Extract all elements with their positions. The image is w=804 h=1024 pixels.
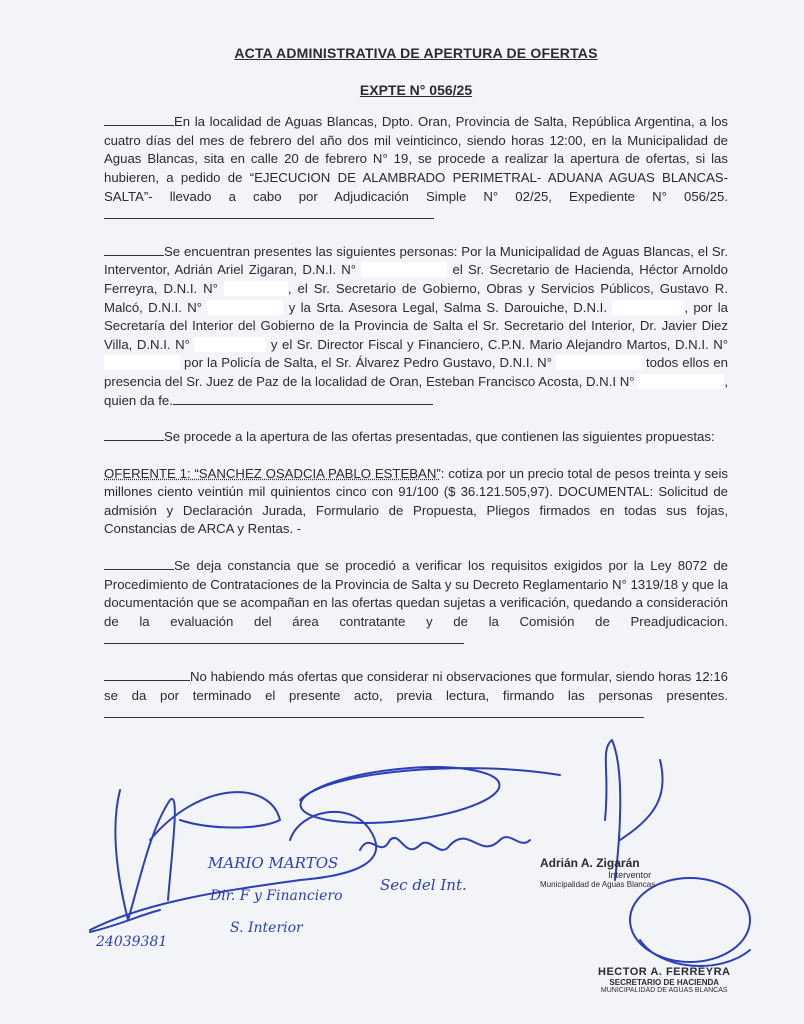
document-title: ACTA ADMINISTRATIVA DE APERTURA DE OFERTAS <box>234 45 598 61</box>
signature-loop <box>298 759 502 832</box>
paragraph-offer: OFERENTE 1: “SANCHEZ OSADCIA PABLO ESTEBAN”: cotiza por un precio total de pesos treinta y seis millones ciento veintiún mil quinientos cinco con 91/100 ($ 36.121.505,97). DOCUMENTAL: Solicitud de admisión y Declaración Jurada, Formulario de Propuesta, Pliegos firmados en todas sus fojas, Constancias de ARCA y Rentas. - <box>104 465 728 537</box>
paragraph-intro: En la localidad de Aguas Blancas, Dpto. Oran, Provincia de Salta, República Argentina, a los cuatro días del mes de febrero del año dos mil veinticinco, siendo horas 12:00, en la Municipalidad de Aguas Blancas, sita en calle 20 de febrero N° 19, se procede a realizar la apertura de ofertas, si las hubieren, a pedido de “EJECUCION DE ALAMBRADO PERIMETRAL- ADUANA AGUAS BLANCAS- SALTA”- llevado a cabo por Adjudicación Simple N° 02/25, Expediente N° 056/25. <box>104 113 728 225</box>
stamp-zigaran: Adrián A. Zigarán Interventor Municipalidad de Aguas Blancas <box>540 856 656 889</box>
handwritten-dir-fiscal: Dir. F y Financiero <box>210 888 343 904</box>
paragraph-attendees: Se encuentran presentes las siguientes personas: Por la Municipalidad de Aguas Blancas, el Sr. Interventor, Adrián Ariel Zigaran, D.N.I. N° el Sr. Secretario de Hacienda, Héctor Arnoldo Ferreyra, D.N.I. N° , el Sr. Secretario de Gobierno, Obras y Servicios Públicos, Gustavo R. Malcó, D.N.I. N° y la Srta. Asesora Legal, Salma S. Darouiche, D.N.I. , por la Secretaría del Interior del Gobierno de la Provincia de Salta el Sr. Secretario del Interior, Dr. Javier Diez Villa, D.N.I. N° y el Sr. Director Fiscal y Financiero, C.P.N. Mario Alejandro Martos, D.N.I. N° por la Policía de Salta, el Sr. Álvarez Pedro Gustavo, D.N.I. N° todos ellos en presencia del Sr. Juez de Paz de la localidad de Oran, Esteban Francisco Acosta, D.N.I N° , quien da fe. <box>104 243 729 408</box>
paragraph-opening: Se procede a la apertura de las ofertas presentadas, que contienen las siguientes propuestas: <box>104 428 728 447</box>
paragraph-closing: No habiendo más ofertas que considerar ni observaciones que formular, siendo horas 12:16 se da por terminado el presente acto, previa lectura, firmando las personas presentes. <box>104 668 728 724</box>
handwritten-dni: 24039381 <box>96 934 168 950</box>
expediente-number: EXPTE N° 056/25 <box>359 81 473 98</box>
stamp-ferreyra: HECTOR A. FERREYRA SECRETARIO DE HACIENDA MUNICIPALIDAD DE AGUAS BLANCAS <box>598 966 731 994</box>
handwritten-mario-martos: MARIO MARTOS <box>208 854 339 872</box>
paragraph-verification: Se deja constancia que se procedió a verificar los requisitos exigidos por la Ley 8072 de Procedimiento de Contrataciones de la Provincia de Salta y su Decreto Reglamentario N° 1319/18 y que la documentación que se acompañan en las ofertas quedan sujetas a verificación, quedando a consideración de la evaluación del área contratante y de la Comisión de Preadjudicacion. <box>104 557 728 650</box>
handwritten-s-interior: S. Interior <box>230 920 303 936</box>
handwritten-sec-del-int: Sec del Int. <box>380 876 467 894</box>
signature-diez-villa <box>360 837 530 850</box>
